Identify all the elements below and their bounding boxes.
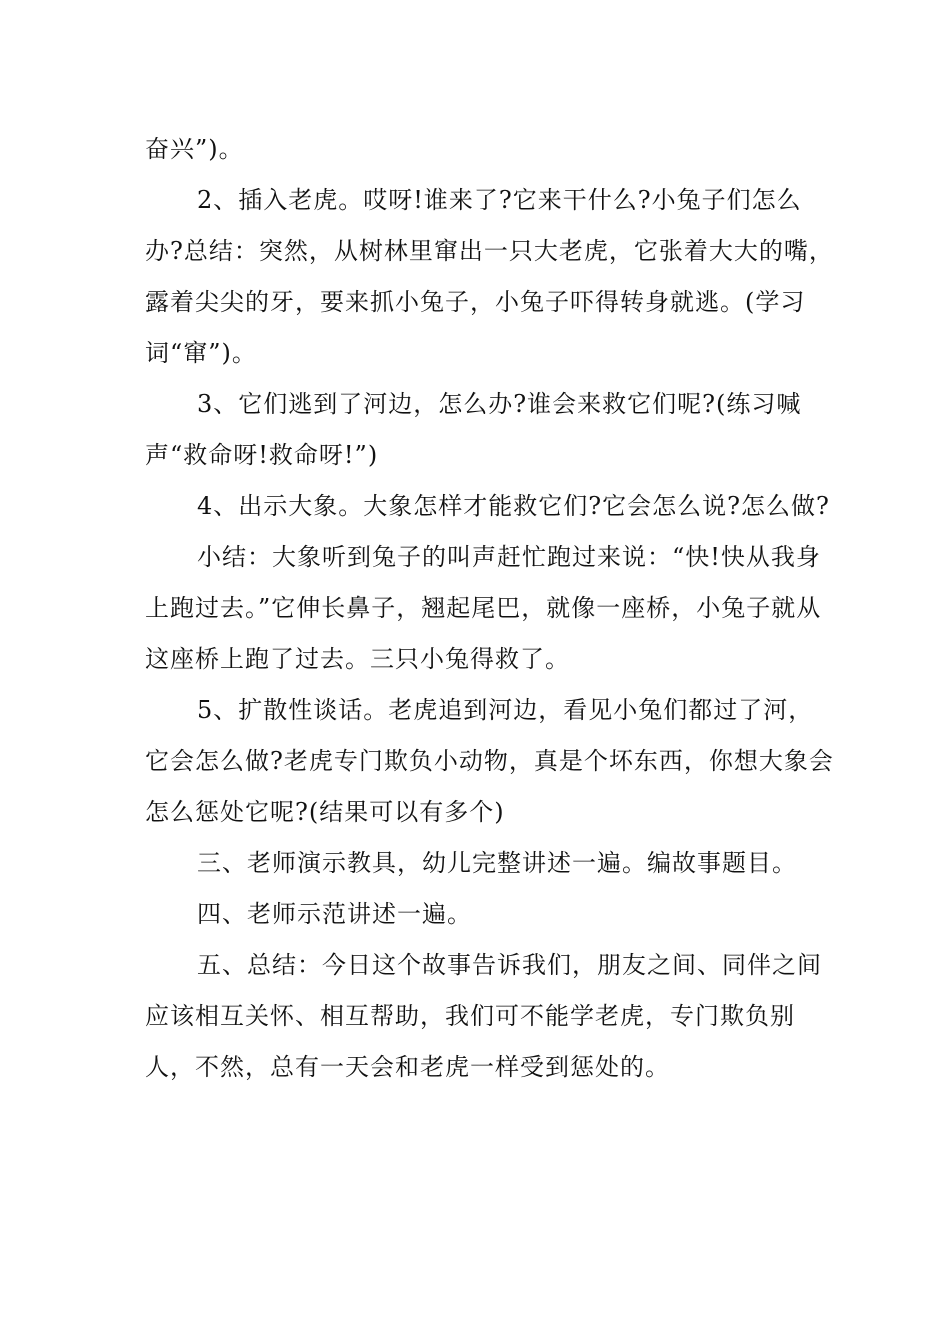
paragraph-continuation: 奋兴”)。 [145, 135, 244, 163]
paragraph-step-4: 4、出示大象。大象怎样才能救它们?它会怎么说?怎么做? [197, 492, 830, 520]
paragraph-section-4: 四、老师示范讲述一遍。 [197, 900, 472, 928]
document-body [145, 124, 835, 1093]
paragraph-summary: 小结：大象听到兔子的叫声赶忙跑过来说：“快!快从我身上跑过去。”它伸长鼻子，翘起尾巴，就像一座桥，小兔子就从这座桥上跑了过去。三只小兔得救了。 [145, 543, 822, 673]
paragraph-section-5: 五、总结：今日这个故事告诉我们，朋友之间、同伴之间应该相互关怀、相互帮助，我们可不能学老虎，专门欺负别人，不然，总有一天会和老虎一样受到惩处的。 [145, 951, 822, 1081]
paragraph-step-2: 2、插入老虎。哎呀!谁来了?它来干什么?小兔子们怎么办?总结：突然，从树林里窜出一只大老虎，它张着大大的嘴，露着尖尖的牙，要来抓小兔子，小兔子吓得转身就逃。(学习词“窜”)。 [145, 186, 834, 367]
paragraph-step-3: 3、它们逃到了河边，怎么办?谁会来救它们呢?(练习喊声“救命呀!救命呀!”) [145, 390, 802, 469]
paragraph-step-5: 5、扩散性谈话。老虎追到河边，看见小兔们都过了河，它会怎么做?老虎专门欺负小动物，真是个坏东西，你想大象会怎么惩处它呢?(结果可以有多个) [145, 696, 834, 826]
paragraph-section-3: 三、老师演示教具，幼儿完整讲述一遍。编故事题目。 [197, 849, 797, 877]
